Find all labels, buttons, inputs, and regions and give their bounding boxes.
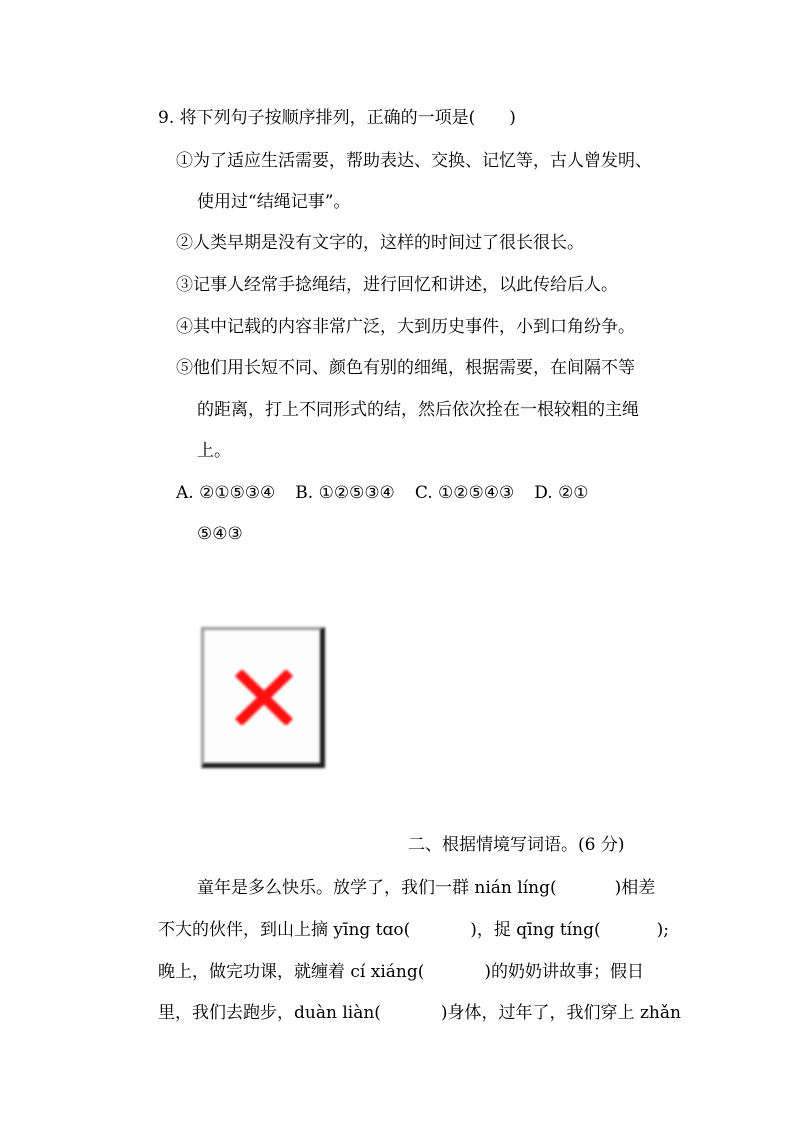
text-segment: )身体，过年了，我们穿上 zhǎn — [440, 1003, 681, 1023]
answer-options — [176, 482, 589, 504]
option-b: B. ①②⑤③④ — [295, 483, 395, 503]
question-stem: 将下列句子按顺序排列，正确的一项是( ) — [179, 108, 516, 128]
text-segment: 里，我们去跑步，duàn liàn( — [158, 1003, 381, 1023]
broken-image-icon — [201, 627, 325, 768]
option-d: D. ②① — [534, 483, 589, 503]
option-a: A. ②①⑤③④ — [176, 483, 276, 503]
text-segment: )，捉 qīng tíng( — [470, 920, 601, 940]
text-segment: ); — [656, 920, 669, 940]
paragraph-line-1 — [197, 877, 655, 899]
paragraph-line-3 — [158, 961, 644, 983]
sentence-3: ③记事人经常手捻绳结，进行回忆和讲述，以此传给后人。 — [176, 275, 618, 295]
sentence-5-cont-2: 上。 — [197, 441, 231, 461]
sentence-1-cont: 使用过“结绳记事”。 — [197, 192, 351, 212]
sentence-1: ①为了适应生活需要，帮助表达、交换、记忆等，古人曾发明、 — [176, 151, 652, 171]
paragraph-line-2 — [158, 919, 669, 941]
question-9-stem — [158, 107, 516, 129]
option-c: C. ①②⑤④③ — [414, 483, 515, 503]
sentence-2: ②人类早期是没有文字的，这样的时间过了很长很长。 — [176, 233, 584, 253]
text-segment: 晚上，做完功课，就缠着 cí xiáng( — [158, 962, 425, 982]
text-segment: 不大的伙伴，到山上摘 yīng tɑo( — [158, 920, 411, 940]
red-x-icon — [234, 670, 294, 725]
sentence-5-cont-1: 的距离，打上不同形式的结，然后依次拴在一根较粗的主绳 — [197, 400, 639, 420]
paragraph-line-4 — [158, 1002, 681, 1024]
option-d-cont: ⑤④③ — [197, 524, 243, 544]
section-2-heading: 二、根据情境写词语。(6 分) — [408, 835, 625, 855]
text-segment: 童年是多么快乐。放学了，我们一群 nián líng( — [197, 878, 557, 898]
question-number: 9. — [158, 108, 175, 128]
sentence-4: ④其中记载的内容非常广泛，大到历史事件，小到口角纷争。 — [176, 317, 635, 337]
sentence-5: ⑤他们用长短不同、颜色有别的细绳，根据需要，在间隔不等 — [176, 358, 635, 378]
text-segment: )相差 — [614, 878, 656, 898]
text-segment: )的奶奶讲故事；假日 — [484, 962, 645, 982]
